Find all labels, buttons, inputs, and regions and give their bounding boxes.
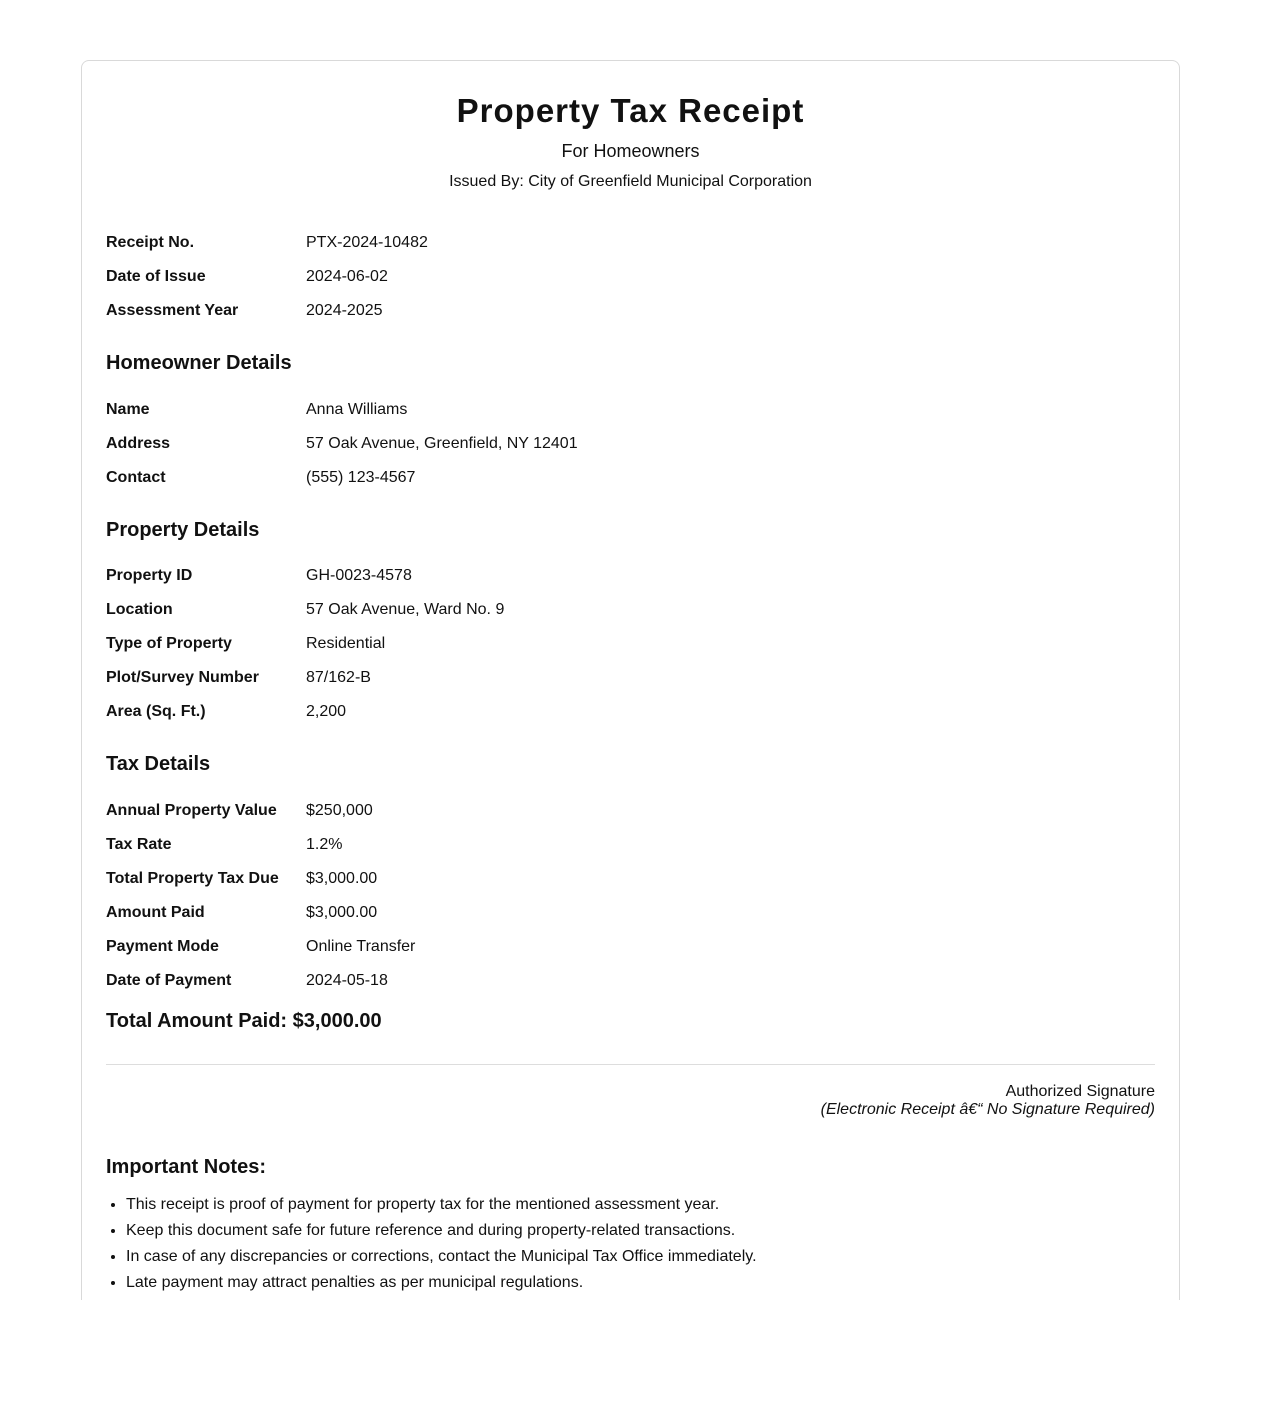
info-row xyxy=(106,593,1155,627)
row-value: Residential xyxy=(306,635,386,652)
total-amount-paid: Total Amount Paid: $3,000.00 xyxy=(106,1010,382,1032)
row-label: Total Property Tax Due xyxy=(106,870,279,887)
row-value: 2024-2025 xyxy=(306,302,383,319)
row-label: Address xyxy=(106,435,171,452)
row-value: $3,000.00 xyxy=(306,904,378,921)
info-row xyxy=(106,627,1155,661)
property-details xyxy=(106,559,1155,729)
notes-title: Important Notes: xyxy=(106,1156,266,1178)
signature-label: Authorized Signature xyxy=(1005,1083,1155,1100)
row-label: Plot/Survey Number xyxy=(106,669,259,686)
info-row xyxy=(106,964,1155,998)
list-item: • In case of any discrepancies or corrections, contact the Municipal Tax Office immediately. xyxy=(126,1244,1155,1270)
row-value: 57 Oak Avenue, Ward No. 9 xyxy=(306,601,505,618)
list-item: • Keep this document safe for future reference and during property-related transactions. xyxy=(126,1218,1155,1244)
row-label: Receipt No. xyxy=(106,234,195,251)
row-value: GH-0023-4578 xyxy=(306,567,412,584)
info-row xyxy=(106,226,1155,260)
page-subtitle: For Homeowners xyxy=(561,141,700,161)
row-label: Tax Rate xyxy=(106,836,172,853)
info-row xyxy=(106,896,1155,930)
row-value: 2024-06-02 xyxy=(306,268,388,285)
row-value: 2024-05-18 xyxy=(306,972,388,989)
page-title: Property Tax Receipt xyxy=(456,92,805,129)
row-value: $250,000 xyxy=(306,802,373,819)
row-value: 57 Oak Avenue, Greenfield, NY 12401 xyxy=(306,435,578,452)
row-label: Date of Issue xyxy=(106,268,206,285)
info-row xyxy=(106,661,1155,695)
tax-details xyxy=(106,794,1155,998)
row-label: Date of Payment xyxy=(106,972,232,989)
row-label: Assessment Year xyxy=(106,302,239,319)
info-row xyxy=(106,695,1155,729)
section-title-tax: Tax Details xyxy=(106,753,211,775)
row-label: Location xyxy=(106,601,173,618)
list-item: • Late payment may attract penalties as per municipal regulations. xyxy=(126,1270,1155,1296)
homeowner-details xyxy=(106,393,1155,495)
divider xyxy=(106,1064,1155,1065)
receipt-card xyxy=(81,60,1180,1300)
info-row xyxy=(106,260,1155,294)
info-row xyxy=(106,427,1155,461)
row-value: (555) 123-4567 xyxy=(306,469,416,486)
info-row xyxy=(106,862,1155,896)
row-label: Type of Property xyxy=(106,635,232,652)
signature-note: (Electronic Receipt â€“ No Signature Required) xyxy=(820,1101,1155,1118)
signature-block xyxy=(106,1083,1155,1119)
row-value: 87/162-B xyxy=(306,669,371,686)
row-label: Annual Property Value xyxy=(106,802,277,819)
notes-list xyxy=(106,1192,1155,1296)
info-row xyxy=(106,930,1155,964)
info-row xyxy=(106,461,1155,495)
row-value: PTX-2024-10482 xyxy=(306,234,428,251)
receipt-header xyxy=(106,61,1155,192)
row-value: Anna Williams xyxy=(306,401,408,418)
row-label: Payment Mode xyxy=(106,938,219,955)
row-label: Area (Sq. Ft.) xyxy=(106,703,206,720)
info-row xyxy=(106,794,1155,828)
receipt-info xyxy=(106,226,1155,328)
info-row xyxy=(106,393,1155,427)
list-item: • This receipt is proof of payment for property tax for the mentioned assessment year. xyxy=(126,1192,1155,1218)
row-label: Amount Paid xyxy=(106,904,205,921)
row-value: 1.2% xyxy=(306,836,343,853)
row-label: Contact xyxy=(106,469,166,486)
info-row xyxy=(106,294,1155,328)
info-row xyxy=(106,559,1155,593)
row-value: 2,200 xyxy=(306,703,347,720)
row-label: Property ID xyxy=(106,567,193,584)
info-row xyxy=(106,828,1155,862)
section-title-homeowner: Homeowner Details xyxy=(106,352,292,374)
row-label: Name xyxy=(106,401,150,418)
row-value: Online Transfer xyxy=(306,938,416,955)
issuer-line: Issued By: City of Greenfield Municipal Corporation xyxy=(449,173,812,190)
row-value: $3,000.00 xyxy=(306,870,378,887)
section-title-property: Property Details xyxy=(106,519,260,541)
